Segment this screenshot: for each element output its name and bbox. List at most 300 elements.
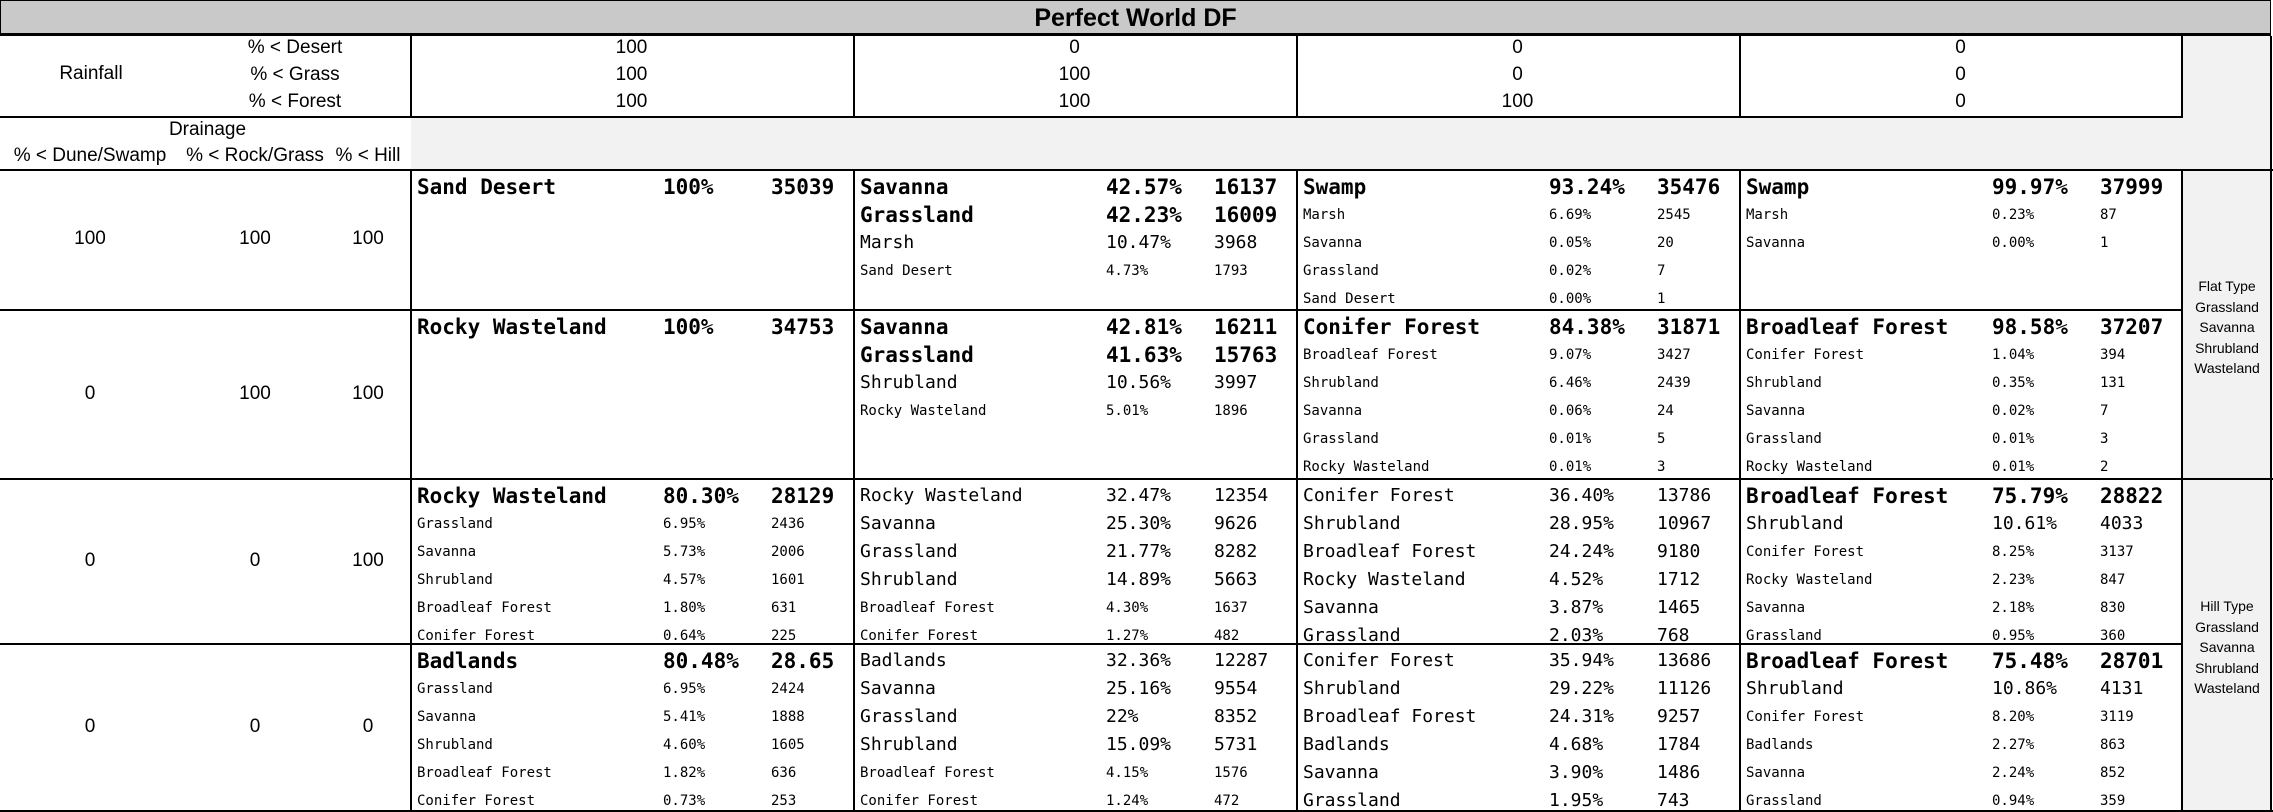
- biome-name: Conifer Forest: [1746, 544, 1865, 560]
- biome-percent: 1.24%: [1106, 793, 1149, 809]
- biome-percent: 0.73%: [663, 793, 706, 809]
- biome-name: Sand Desert: [860, 263, 953, 279]
- grid-line: [0, 309, 2183, 311]
- rainfall-value: 100: [615, 64, 648, 85]
- biome-count: 1793: [1214, 263, 1248, 279]
- biome-percent: 4.15%: [1106, 765, 1149, 781]
- biome-percent: 41.63%: [1106, 343, 1182, 367]
- biome-entry: [860, 675, 1296, 703]
- rainfall-value: 100: [615, 91, 648, 112]
- biome-name: Broadleaf Forest: [1303, 541, 1477, 562]
- rainfall-label: Rainfall: [59, 63, 123, 84]
- biome-name: Grassland: [1303, 790, 1401, 810]
- biome-percent: 0.95%: [1992, 628, 2035, 643]
- biome-name: Savanna: [860, 315, 949, 339]
- biome-percent: 2.24%: [1992, 765, 2035, 781]
- biome-entry: [417, 675, 853, 703]
- biome-name: Conifer Forest: [1746, 347, 1865, 363]
- biome-entry: [860, 341, 1296, 369]
- biome-name: Savanna: [860, 175, 949, 199]
- biome-entry: [1303, 313, 1739, 341]
- biome-name: Savanna: [860, 513, 936, 534]
- biome-percent: 75.48%: [1992, 649, 2068, 673]
- biome-entry: [417, 647, 853, 675]
- biome-percent: 2.23%: [1992, 572, 2035, 588]
- biome-name: Savanna: [860, 678, 936, 699]
- biome-entry: [1746, 313, 2182, 341]
- biome-entry: [860, 647, 1296, 675]
- biome-cell: [412, 311, 853, 478]
- biome-count: 1784: [1657, 734, 1701, 755]
- biome-name: Conifer Forest: [417, 793, 536, 809]
- biome-name: Swamp: [1303, 175, 1367, 199]
- biome-entry: [860, 369, 1296, 397]
- biome-name: Shrubland: [1303, 678, 1401, 699]
- drainage-value: 100: [239, 382, 271, 404]
- drainage-value: 0: [362, 715, 374, 737]
- biome-entry: [1303, 453, 1739, 478]
- biome-percent: 14.89%: [1106, 569, 1172, 590]
- biome-percent: 80.48%: [663, 649, 739, 673]
- biome-count: 31871: [1657, 315, 1721, 339]
- biome-entry: [417, 538, 853, 566]
- biome-entry: [860, 594, 1296, 622]
- biome-name: Conifer Forest: [1746, 709, 1865, 725]
- flat-type-line: Wasteland: [2194, 360, 2260, 376]
- biome-name: Shrubland: [860, 734, 958, 755]
- biome-name: Marsh: [1303, 207, 1346, 223]
- biome-count: 16211: [1214, 315, 1278, 339]
- biome-entry: [1303, 369, 1739, 397]
- biome-cell: [855, 645, 1296, 810]
- biome-percent: 100%: [663, 315, 714, 339]
- biome-count: 3427: [1657, 347, 1691, 363]
- biome-percent: 10.47%: [1106, 232, 1172, 253]
- biome-count: 28822: [2100, 484, 2164, 508]
- rainfall-row-label: % < Grass: [250, 64, 340, 85]
- biome-name: Badlands: [860, 650, 947, 671]
- biome-cell: [1741, 311, 2182, 478]
- flat-type-line: Flat Type: [2198, 278, 2256, 294]
- biome-count: 2439: [1657, 375, 1691, 391]
- biome-percent: 35.94%: [1549, 650, 1615, 671]
- biome-entry: [860, 229, 1296, 257]
- biome-count: 1896: [1214, 403, 1248, 419]
- biome-count: 9554: [1214, 678, 1258, 699]
- biome-entry: [1303, 731, 1739, 759]
- biome-entry: [1303, 510, 1739, 538]
- biome-percent: 1.27%: [1106, 628, 1149, 643]
- drainage-value: 100: [352, 228, 384, 249]
- sheet-title: Perfect World DF: [0, 0, 2271, 36]
- biome-percent: 5.73%: [663, 544, 706, 560]
- biome-count: 28701: [2100, 649, 2164, 673]
- biome-count: 37207: [2100, 315, 2164, 339]
- biome-count: 631: [771, 600, 797, 616]
- biome-entry: [1303, 257, 1739, 285]
- biome-percent: 42.23%: [1106, 203, 1182, 227]
- biome-percent: 2.18%: [1992, 600, 2035, 616]
- biome-count: 482: [1214, 628, 1240, 643]
- biome-count: 13786: [1657, 485, 1712, 506]
- grid-line: [410, 169, 412, 812]
- biome-entry: [860, 566, 1296, 594]
- biome-percent: 4.30%: [1106, 600, 1149, 616]
- biome-name: Grassland: [1303, 625, 1401, 643]
- biome-percent: 0.02%: [1549, 263, 1592, 279]
- biome-count: 743: [1657, 790, 1690, 810]
- biome-cell: [1741, 645, 2182, 810]
- biome-count: 2: [2100, 459, 2109, 475]
- grid-line: [853, 36, 855, 118]
- biome-name: Shrubland: [1746, 513, 1844, 534]
- biome-percent: 36.40%: [1549, 485, 1615, 506]
- biome-entry: [1746, 622, 2182, 643]
- biome-name: Conifer Forest: [1303, 485, 1455, 506]
- biome-name: Broadleaf Forest: [1746, 649, 1949, 673]
- drainage-value: 0: [84, 549, 96, 571]
- biome-percent: 0.00%: [1992, 235, 2035, 251]
- biome-entry: [1303, 703, 1739, 731]
- biome-percent: 4.57%: [663, 572, 706, 588]
- biome-count: 24: [1657, 403, 1674, 419]
- biome-count: 11126: [1657, 678, 1712, 699]
- biome-name: Shrubland: [417, 572, 493, 588]
- biome-percent: 4.60%: [663, 737, 706, 753]
- grid-line: [0, 169, 2273, 171]
- biome-count: 1712: [1657, 569, 1701, 590]
- biome-name: Sand Desert: [417, 175, 557, 199]
- biome-entry: [417, 703, 853, 731]
- biome-count: 87: [2100, 207, 2117, 223]
- biome-name: Savanna: [1303, 235, 1363, 251]
- biome-name: Savanna: [1303, 762, 1379, 783]
- biome-name: Shrubland: [1303, 375, 1379, 391]
- biome-cell: [1298, 645, 1739, 810]
- hill-type-line: Grassland: [2195, 618, 2259, 635]
- biome-percent: 8.25%: [1992, 544, 2035, 560]
- drainage-value: 0: [249, 715, 261, 737]
- biome-count: 1888: [771, 709, 805, 725]
- biome-entry: [1303, 201, 1739, 229]
- flat-type-line: Shrubland: [2195, 339, 2259, 356]
- biome-name: Grassland: [1746, 431, 1822, 447]
- biome-count: 1486: [1657, 762, 1701, 783]
- biome-count: 4033: [2100, 513, 2144, 534]
- biome-name: Savanna: [417, 709, 477, 725]
- biome-count: 2006: [771, 544, 805, 560]
- biome-entry: [1303, 538, 1739, 566]
- biome-percent: 0.23%: [1992, 207, 2035, 223]
- biome-name: Conifer Forest: [1303, 315, 1481, 339]
- biome-count: 1465: [1657, 597, 1701, 618]
- biome-percent: 84.38%: [1549, 315, 1625, 339]
- biome-percent: 100%: [663, 175, 714, 199]
- drainage-value: 100: [239, 228, 271, 249]
- biome-count: 359: [2100, 793, 2126, 809]
- biome-entry: [860, 257, 1296, 285]
- biome-count: 847: [2100, 572, 2126, 588]
- biome-name: Badlands: [417, 649, 519, 673]
- biome-count: 1601: [771, 572, 805, 588]
- grid-line: [0, 116, 2183, 118]
- drainage-value: 0: [249, 549, 261, 571]
- biome-name: Broadleaf Forest: [1746, 315, 1949, 339]
- biome-entry: [1746, 731, 2182, 759]
- biome-percent: 5.01%: [1106, 403, 1149, 419]
- biome-count: 28.65: [771, 649, 835, 673]
- biome-entry: [860, 538, 1296, 566]
- biome-count: 16009: [1214, 203, 1278, 227]
- biome-count: 9626: [1214, 513, 1258, 534]
- biome-entry: [860, 482, 1296, 510]
- biome-entry: [860, 622, 1296, 643]
- biome-entry: [860, 759, 1296, 787]
- biome-name: Shrubland: [860, 569, 958, 590]
- biome-entry: [1303, 425, 1739, 453]
- biome-count: 7: [2100, 403, 2109, 419]
- biome-name: Grassland: [860, 203, 974, 227]
- biome-count: 225: [771, 628, 797, 643]
- biome-count: 3: [2100, 431, 2109, 447]
- biome-percent: 0.06%: [1549, 403, 1592, 419]
- biome-percent: 2.27%: [1992, 737, 2035, 753]
- biome-count: 3968: [1214, 232, 1258, 253]
- biome-cell: [855, 171, 1296, 309]
- biome-percent: 25.30%: [1106, 513, 1172, 534]
- biome-cell: [855, 311, 1296, 478]
- biome-cell: [1741, 171, 2182, 309]
- biome-count: 3: [1657, 459, 1666, 475]
- biome-entry: [1303, 566, 1739, 594]
- biome-entry: [1746, 201, 2182, 229]
- biome-percent: 0.00%: [1549, 291, 1592, 307]
- biome-count: 12287: [1214, 650, 1269, 671]
- biome-entry: [1746, 173, 2182, 201]
- biome-name: Broadleaf Forest: [417, 600, 552, 616]
- biome-name: Shrubland: [860, 372, 958, 393]
- biome-percent: 1.82%: [663, 765, 706, 781]
- biome-cell: [1298, 311, 1739, 478]
- biome-percent: 24.31%: [1549, 706, 1615, 727]
- biome-count: 20: [1657, 235, 1674, 251]
- biome-percent: 10.56%: [1106, 372, 1172, 393]
- biome-percent: 6.69%: [1549, 207, 1592, 223]
- biome-name: Swamp: [1746, 175, 1810, 199]
- biome-name: Badlands: [1303, 734, 1390, 755]
- biome-count: 9180: [1657, 541, 1701, 562]
- biome-name: Broadleaf Forest: [860, 765, 995, 781]
- biome-entry: [860, 703, 1296, 731]
- biome-entry: [1746, 229, 2182, 257]
- biome-count: 2436: [771, 516, 805, 532]
- biome-count: 1: [1657, 291, 1666, 307]
- biome-percent: 3.87%: [1549, 597, 1604, 618]
- biome-count: 863: [2100, 737, 2126, 753]
- biome-name: Grassland: [417, 681, 493, 697]
- biome-percent: 0.01%: [1549, 431, 1592, 447]
- hill-type-line: Shrubland: [2195, 659, 2259, 676]
- biome-entry: [417, 759, 853, 787]
- drainage-header: % < Dune/Swamp: [13, 145, 167, 166]
- biome-count: 636: [771, 765, 797, 781]
- rainfall-row-label: % < Desert: [247, 37, 343, 58]
- biome-percent: 4.68%: [1549, 734, 1604, 755]
- biome-entry: [860, 173, 1296, 201]
- biome-count: 4131: [2100, 678, 2144, 699]
- biome-entry: [1303, 397, 1739, 425]
- grid-line: [1739, 169, 1741, 812]
- biome-percent: 1.04%: [1992, 347, 2035, 363]
- biome-percent: 4.52%: [1549, 569, 1604, 590]
- biome-count: 8282: [1214, 541, 1258, 562]
- biome-count: 15763: [1214, 343, 1278, 367]
- grid-line: [2181, 36, 2183, 118]
- biome-count: 10967: [1657, 513, 1712, 534]
- biome-percent: 0.64%: [663, 628, 706, 643]
- biome-entry: [860, 787, 1296, 810]
- biome-name: Grassland: [1746, 628, 1822, 643]
- biome-percent: 22%: [1106, 706, 1139, 727]
- grid-line: [853, 169, 855, 812]
- biome-count: 852: [2100, 765, 2126, 781]
- biome-cell: [1298, 171, 1739, 309]
- biome-count: 3137: [2100, 544, 2134, 560]
- biome-percent: 6.46%: [1549, 375, 1592, 391]
- biome-entry: [1303, 341, 1739, 369]
- biome-entry: [1303, 594, 1739, 622]
- biome-entry: [1303, 622, 1739, 643]
- biome-percent: 21.77%: [1106, 541, 1172, 562]
- biome-name: Conifer Forest: [860, 793, 979, 809]
- rainfall-value: 100: [1058, 64, 1091, 85]
- biome-cell: [1298, 480, 1739, 643]
- biome-entry: [1303, 173, 1739, 201]
- biome-count: 1: [2100, 235, 2109, 251]
- biome-count: 1605: [771, 737, 805, 753]
- biome-name: Rocky Wasteland: [1303, 569, 1466, 590]
- drainage-label: Drainage: [168, 119, 247, 140]
- biome-entry: [1303, 759, 1739, 787]
- biome-name: Grassland: [860, 541, 958, 562]
- biome-name: Broadleaf Forest: [1303, 706, 1477, 727]
- biome-cell: [855, 480, 1296, 643]
- biome-entry: [417, 622, 853, 643]
- biome-entry: [1746, 369, 2182, 397]
- biome-count: 37999: [2100, 175, 2164, 199]
- biome-percent: 6.95%: [663, 516, 706, 532]
- biome-name: Savanna: [1746, 600, 1806, 616]
- biome-count: 12354: [1214, 485, 1269, 506]
- biome-entry: [417, 787, 853, 810]
- biome-entry: [1746, 482, 2182, 510]
- biome-percent: 0.02%: [1992, 403, 2035, 419]
- grid-line: [0, 643, 2183, 645]
- biome-name: Rocky Wasteland: [1746, 572, 1873, 588]
- biome-count: 768: [1657, 625, 1690, 643]
- biome-entry: [860, 397, 1296, 425]
- biome-entry: [417, 173, 853, 201]
- biome-name: Grassland: [1303, 431, 1379, 447]
- biome-entry: [1303, 787, 1739, 810]
- biome-percent: 32.36%: [1106, 650, 1172, 671]
- biome-name: Rocky Wasteland: [1303, 459, 1430, 475]
- biome-percent: 2.03%: [1549, 625, 1604, 643]
- biome-entry: [1746, 397, 2182, 425]
- biome-cell: [412, 480, 853, 643]
- biome-name: Shrubland: [1746, 678, 1844, 699]
- biome-entry: [1746, 425, 2182, 453]
- grid-line: [2270, 36, 2272, 812]
- biome-count: 13686: [1657, 650, 1712, 671]
- biome-count: 5663: [1214, 569, 1258, 590]
- biome-percent: 32.47%: [1106, 485, 1172, 506]
- biome-name: Broadleaf Forest: [1746, 484, 1949, 508]
- biome-percent: 28.95%: [1549, 513, 1615, 534]
- biome-percent: 3.90%: [1549, 762, 1604, 783]
- biome-name: Rocky Wasteland: [860, 403, 987, 419]
- rainfall-value: 100: [1501, 91, 1534, 112]
- biome-count: 34753: [771, 315, 835, 339]
- biome-percent: 6.95%: [663, 681, 706, 697]
- biome-name: Broadleaf Forest: [417, 765, 552, 781]
- biome-percent: 93.24%: [1549, 175, 1625, 199]
- biome-percent: 10.86%: [1992, 678, 2058, 699]
- biome-entry: [1746, 453, 2182, 478]
- biome-entry: [1746, 538, 2182, 566]
- biome-entry: [417, 594, 853, 622]
- biome-count: 253: [771, 793, 797, 809]
- rainfall-value: 100: [1058, 91, 1091, 112]
- rainfall-value: 0: [1955, 91, 1966, 112]
- biome-count: 2545: [1657, 207, 1691, 223]
- biome-entry: [1746, 675, 2182, 703]
- biome-percent: 80.30%: [663, 484, 739, 508]
- biome-name: Savanna: [417, 544, 477, 560]
- side-column-top: [2183, 36, 2271, 118]
- grid-line: [1739, 36, 1741, 118]
- biome-name: Broadleaf Forest: [860, 600, 995, 616]
- biome-entry: [1746, 341, 2182, 369]
- drainage-header: % < Rock/Grass: [186, 145, 324, 166]
- hill-type-line: Wasteland: [2194, 680, 2260, 696]
- grid-line: [1296, 169, 1298, 812]
- biome-cell: [412, 171, 853, 309]
- biome-entry: [1746, 566, 2182, 594]
- rainfall-value: 0: [1955, 37, 1966, 58]
- drainage-value: 100: [74, 228, 106, 249]
- biome-name: Rocky Wasteland: [1746, 459, 1873, 475]
- biome-name: Savanna: [1746, 765, 1806, 781]
- hill-type-legend: [2183, 596, 2271, 699]
- biome-entry: [860, 201, 1296, 229]
- biome-entry: [1303, 229, 1739, 257]
- biome-percent: 0.01%: [1992, 459, 2035, 475]
- biome-entry: [1303, 675, 1739, 703]
- biome-name: Conifer Forest: [417, 628, 536, 643]
- drainage-value: 100: [352, 549, 384, 571]
- biome-name: Shrubland: [417, 737, 493, 753]
- biome-name: Marsh: [1746, 207, 1789, 223]
- biome-entry: [860, 731, 1296, 759]
- biome-entry: [1303, 482, 1739, 510]
- biome-entry: [1746, 759, 2182, 787]
- biome-percent: 10.61%: [1992, 513, 2058, 534]
- biome-percent: 0.35%: [1992, 375, 2035, 391]
- biome-entry: [1303, 285, 1739, 309]
- biome-entry: [1746, 703, 2182, 731]
- rainfall-value: 0: [1069, 37, 1080, 58]
